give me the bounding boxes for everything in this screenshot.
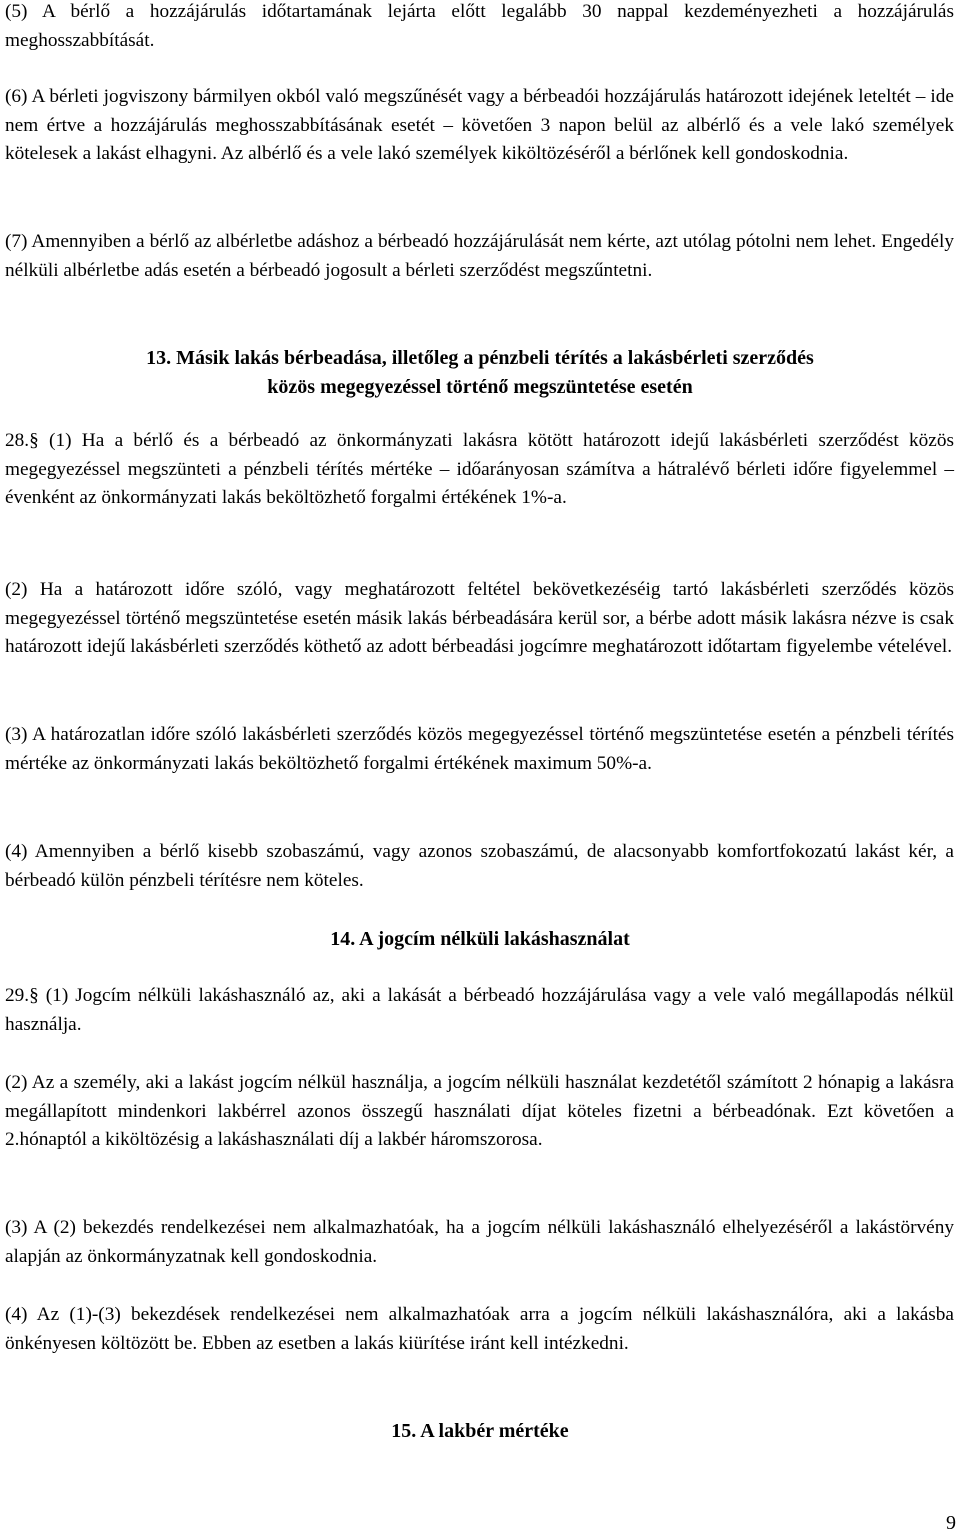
- page-number: 9: [946, 1512, 956, 1534]
- section-28-paragraph-3: (3) A határozatlan időre szóló lakásbérleti szerződés közös megegyezéssel történő megszüntetése esetén a pénzbeli térítés mértéke az önkormányzati lakás beköltözhető forgalmi értékének maximum 50%-a.: [5, 724, 954, 774]
- section-heading-13-line1: 13. Másik lakás bérbeadása, illetőleg a pénzbeli térítés a lakásbérleti szerződés: [146, 347, 814, 369]
- section-29-paragraph-2: (2) Az a személy, aki a lakást jogcím nélkül használja, a jogcím nélküli használat kezdetétől számított 2 hónapig a lakásra megállapított mindenkori lakbérrel azonos összegű használati díjat köteles fizetni a bérbeadónak. Ezt követően a 2.hónaptól a kiköltözésig a lakáshasználati díj a lakbér háromszorosa.: [5, 1072, 954, 1150]
- section-28-paragraph-2: (2) Ha a határozott időre szóló, vagy meghatározott feltétel bekövetkezéséig tartó lakásbérleti szerződés közös megegyezéssel történő megszüntetése esetén másik lakás bérbeadására kerül sor, a bérbe adott másik lakásra nézve is csak határozott idejű lakásbérleti szerződés köthető az adott bérbeadási jogcímre meghatározott időtartam figyelembe vételével.: [5, 579, 954, 657]
- section-heading-13: [0, 344, 960, 401]
- section-28-paragraph-4: (4) Amennyiben a bérlő kisebb szobaszámú, vagy azonos szobaszámú, de alacsonyabb komfortfokozatú lakást kér, a bérbeadó külön pénzbeli térítésre nem köteles.: [5, 841, 954, 891]
- paragraph-5: (5) A bérlő a hozzájárulás időtartamának lejárta előtt legalább 30 nappal kezdeményezheti a hozzájárulás meghosszabbítását.: [5, 1, 954, 51]
- section-29-paragraph-4: (4) Az (1)-(3) bekezdések rendelkezései nem alkalmazhatóak arra a jogcím nélküli lakáshasználóra, aki a lakásba önkényesen költözött be. Ebben az esetben a lakás kiürítése iránt kell intézkedni.: [5, 1304, 954, 1354]
- section-28-paragraph-1: 28.§ (1) Ha a bérlő és a bérbeadó az önkormányzati lakásra kötött határozott idejű lakásbérleti szerződést közös megegyezéssel megszünteti a pénzbeli térítés mértéke – időarányosan számítva a hátralévő bérleti időre figyelemmel – évenként az önkormányzati lakás beköltözhető forgalmi értékének 1%-a.: [5, 430, 954, 508]
- section-heading-14: 14. A jogcím nélküli lakáshasználat: [330, 928, 630, 950]
- section-heading-13-line2: közös megegyezéssel történő megszüntetése esetén: [267, 375, 693, 398]
- section-29-paragraph-3: (3) A (2) bekezdés rendelkezései nem alkalmazhatóak, ha a jogcím nélküli lakáshasználó elhelyezéséről a lakástörvény alapján az önkormányzatnak kell gondoskodnia.: [5, 1217, 954, 1267]
- paragraph-6: (6) A bérleti jogviszony bármilyen okból való megszűnését vagy a bérbeadói hozzájárulás határozott idejének leteltét – ide nem értve a hozzájárulás meghosszabbításának esetét – követően 3 napon belül az albérlő és a vele lakó személyek kötelesek a lakást elhagyni. Az albérlő és a vele lakó személyek kiköltözéséről a bérlőnek kell gondoskodnia.: [5, 86, 954, 164]
- paragraph-7: (7) Amennyiben a bérlő az albérletbe adáshoz a bérbeadó hozzájárulását nem kérte, azt utólag pótolni nem lehet. Engedély nélküli albérletbe adás esetén a bérbeadó jogosult a bérleti szerződést megszűntetni.: [5, 231, 954, 281]
- section-heading-15: 15. A lakbér mértéke: [391, 1420, 569, 1442]
- section-29-paragraph-1: 29.§ (1) Jogcím nélküli lakáshasználó az, aki a lakását a bérbeadó hozzájárulása vagy a vele való megállapodás nélkül használja.: [5, 985, 954, 1035]
